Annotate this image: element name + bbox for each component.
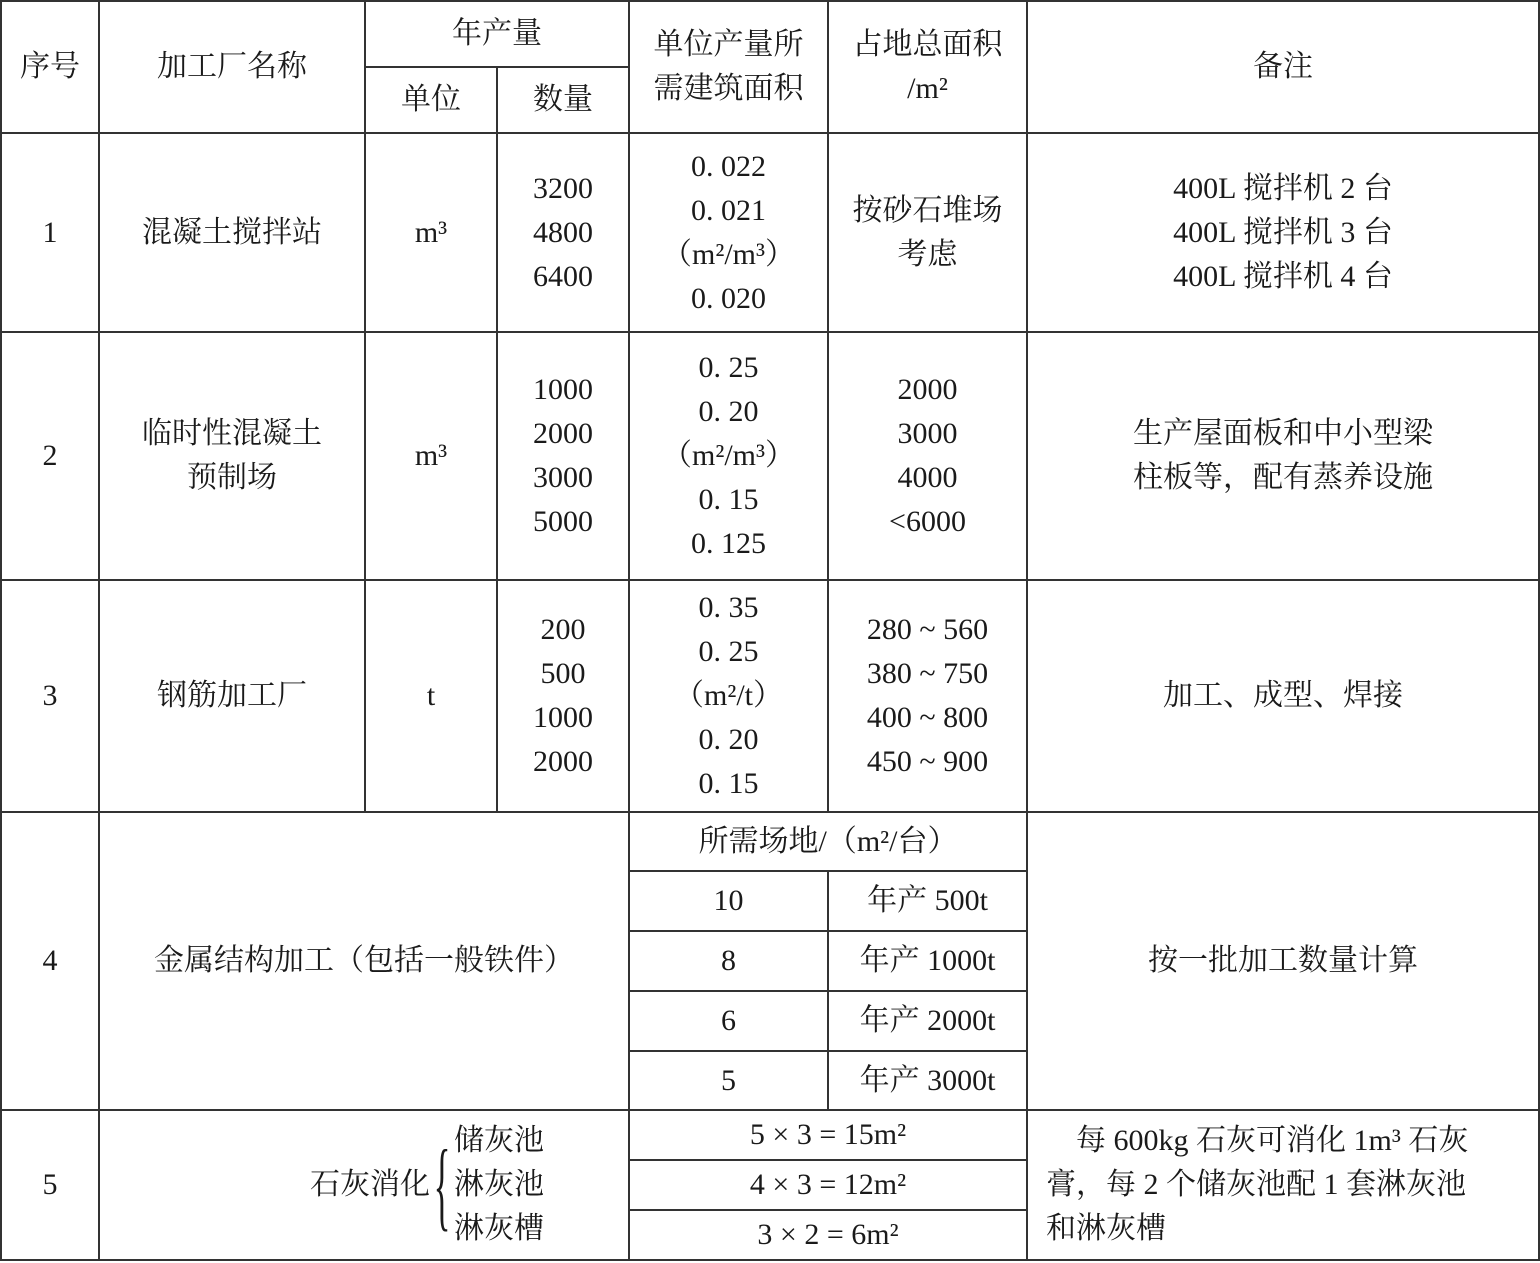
name-line: 钢筋加工厂: [157, 679, 307, 712]
row-factory-name: 金属结构加工（包括一般铁件）: [99, 812, 629, 1110]
lime-items: [454, 1119, 544, 1251]
header-unit: 单位: [365, 67, 497, 133]
area-line: 0. 25: [698, 351, 759, 384]
area-line: 0. 020: [691, 281, 766, 315]
area-line: （m²/t）: [674, 679, 783, 712]
table-row: [1, 580, 1539, 812]
row-factory-name: [99, 133, 365, 332]
table-row: [1, 133, 1539, 332]
qty-line: 3000: [533, 461, 593, 494]
pool-area: 3 × 2 = 6m²: [629, 1210, 1027, 1260]
row-area-per-unit: [629, 332, 828, 580]
area-line: 0. 20: [698, 395, 759, 428]
total-line: 4000: [897, 461, 958, 494]
area-line: 0. 15: [698, 483, 759, 516]
row-factory-name: [99, 580, 365, 812]
pool-area: 4 × 3 = 12m²: [629, 1160, 1027, 1210]
total-line: 450 ~ 900: [866, 745, 989, 778]
row-remark: [1027, 580, 1539, 812]
area-line: 0. 20: [698, 723, 759, 756]
total-line: 3000: [897, 417, 958, 450]
qty-line: 1000: [533, 373, 593, 406]
remark-line: 和淋灰槽: [1046, 1212, 1166, 1245]
row-quantity: [497, 133, 629, 332]
row-remark: [1027, 332, 1539, 580]
name-line: 混凝土搅拌站: [142, 215, 322, 249]
remark-line: 加工、成型、焊接: [1163, 679, 1403, 712]
qty-line: 3200: [533, 171, 593, 205]
qty-line: 6400: [533, 259, 593, 293]
table-row: [1, 332, 1539, 580]
row-quantity: [497, 580, 629, 812]
header-area-per-unit-line: 需建筑面积: [653, 72, 804, 105]
row-remark: [1027, 133, 1539, 332]
row-factory-name: [99, 1110, 629, 1260]
site-area-value: 5: [629, 1051, 828, 1110]
total-line: 400 ~ 800: [866, 701, 989, 734]
qty-line: 200: [540, 613, 586, 646]
row-total-area: [828, 133, 1027, 332]
qty-line: 2000: [533, 745, 593, 778]
row-area-per-unit: [629, 133, 828, 332]
site-area-value: 6: [629, 991, 828, 1051]
table-row: [1, 812, 1539, 871]
header-area-per-unit: [629, 1, 828, 133]
annual-output-value: 年产 1000t: [828, 931, 1027, 991]
total-line: 280 ~ 560: [866, 613, 989, 646]
qty-line: 2000: [533, 417, 593, 450]
header-total-area: [828, 1, 1027, 133]
header-annual-output: 年产量: [365, 1, 629, 67]
row-unit: m³: [365, 133, 497, 332]
total-line: 考虑: [897, 237, 958, 271]
row-quantity: [497, 332, 629, 580]
area-line: 0. 022: [691, 149, 766, 183]
annual-output-value: 年产 2000t: [828, 991, 1027, 1051]
area-line: 0. 35: [698, 591, 759, 624]
area-line: 0. 125: [691, 527, 766, 560]
area-line: （m²/m³）: [662, 439, 795, 472]
lime-item: 淋灰槽: [454, 1212, 544, 1245]
lime-group: [310, 1119, 544, 1251]
area-line: （m²/m³）: [662, 237, 795, 271]
row-seq: 5: [1, 1110, 99, 1260]
qty-line: 500: [540, 657, 586, 690]
row-area-per-unit: [629, 580, 828, 812]
remark-line: 400L 搅拌机 4 台: [1173, 259, 1393, 293]
qty-line: 4800: [533, 215, 593, 249]
area-line: 0. 15: [698, 767, 759, 800]
brace-symbol: {: [433, 1129, 451, 1240]
site-area-value: 10: [629, 871, 828, 931]
name-line: 预制场: [187, 461, 277, 494]
annual-output-value: 年产 3000t: [828, 1051, 1027, 1110]
row-remark: 按一批加工数量计算: [1027, 812, 1539, 1110]
site-area-value: 8: [629, 931, 828, 991]
total-line: 2000: [897, 373, 958, 406]
qty-line: 5000: [533, 505, 593, 538]
area-line: 0. 021: [691, 193, 766, 227]
remark-line: 400L 搅拌机 2 台: [1173, 171, 1393, 205]
row-unit: t: [365, 580, 497, 812]
table-row: [1, 1110, 1539, 1160]
site-area-subheader: 所需场地/（m²/台）: [629, 812, 1027, 871]
row-seq: 4: [1, 812, 99, 1110]
header-quantity: 数量: [497, 67, 629, 133]
total-line: 380 ~ 750: [866, 657, 989, 690]
remark-line: 柱板等，配有蒸养设施: [1133, 461, 1433, 494]
header-total-area-label: 占地总面积: [852, 28, 1003, 61]
name-line: 临时性混凝土: [142, 417, 322, 450]
row-unit: m³: [365, 332, 497, 580]
row-seq: 2: [1, 332, 99, 580]
total-line: 按砂石堆场: [852, 193, 1003, 227]
annual-output-value: 年产 500t: [828, 871, 1027, 931]
qty-line: 1000: [533, 701, 593, 734]
lime-name: 石灰消化: [310, 1168, 430, 1201]
total-line: <6000: [889, 505, 966, 538]
header-seq: 序号: [1, 1, 99, 133]
header-area-per-unit-line: 单位产量所: [653, 28, 804, 61]
row-remark: [1027, 1110, 1539, 1260]
remark-line: 膏，每 2 个储灰池配 1 套淋灰池: [1046, 1168, 1466, 1201]
row-total-area: [828, 580, 1027, 812]
row-factory-name: [99, 332, 365, 580]
remark-line: 生产屋面板和中小型梁: [1133, 417, 1433, 450]
area-line: 0. 25: [698, 635, 759, 668]
lime-item: 储灰池: [454, 1124, 544, 1157]
lime-item: 淋灰池: [454, 1168, 544, 1201]
row-seq: 1: [1, 133, 99, 332]
header-factory-name: 加工厂名称: [99, 1, 365, 133]
remark-line: 每 600kg 石灰可消化 1m³ 石灰: [1076, 1124, 1469, 1157]
row-total-area: [828, 332, 1027, 580]
header-remark: 备注: [1027, 1, 1539, 133]
header-total-area-unit: /m²: [907, 72, 948, 105]
pool-area: 5 × 3 = 15m²: [629, 1110, 1027, 1160]
row-seq: 3: [1, 580, 99, 812]
remark-line: 400L 搅拌机 3 台: [1173, 215, 1393, 249]
